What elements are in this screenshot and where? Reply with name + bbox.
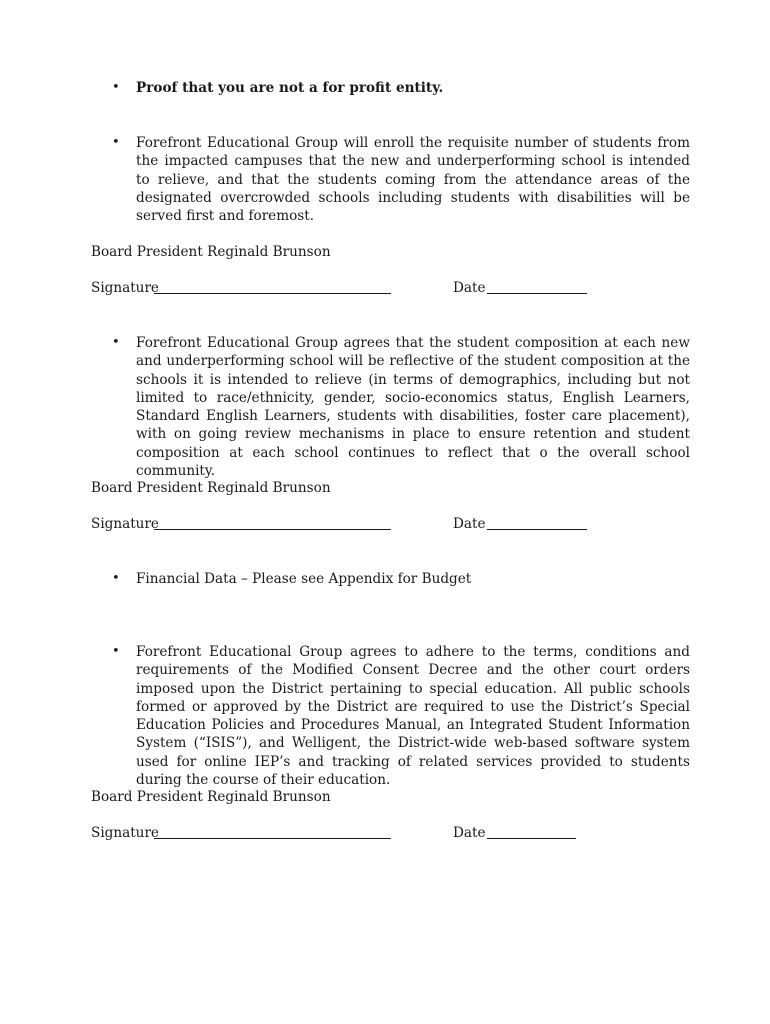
board-president-label: Board President Reginald Brunson [91, 789, 331, 805]
date-line[interactable] [487, 529, 587, 530]
signature-line[interactable] [154, 529, 391, 530]
signature-line[interactable] [154, 838, 391, 839]
bullet-marker: • [112, 335, 120, 350]
bullet-marker: • [112, 135, 120, 150]
signature-line[interactable] [154, 293, 391, 294]
signature-row [91, 515, 691, 535]
proof-nonprofit-text: Proof that you are not a for profit entity. [136, 80, 444, 96]
board-president-label: Board President Reginald Brunson [91, 244, 331, 260]
student-composition-paragraph: Forefront Educational Group agrees that the student composition at each new and underperforming school will be reflective of the student composition at the schools it is intended to relieve (in terms of demographics, including but not limited to race/ethnicity, gender, socio-economics status, English Learners, Standard English Learners, students with disabilities, foster care placement), with on going review mechanisms in place to ensure retention and student composition at each school continues to reflect that o the overall school community. [136, 335, 690, 480]
signature-row [91, 824, 691, 844]
board-president-label: Board President Reginald Brunson [91, 480, 331, 496]
enrollment-paragraph: Forefront Educational Group will enroll the requisite number of students from the impacted campuses that the new and underperforming school is intended to relieve, and that the students coming from the attendance areas of the designated overcrowded schools including students with disabilities will be served first and foremost. [136, 135, 690, 225]
bullet-marker: • [112, 644, 120, 659]
date-label: Date [453, 516, 486, 532]
bullet-marker: • [112, 80, 120, 95]
date-label: Date [453, 825, 486, 841]
signature-row [91, 279, 691, 299]
date-line[interactable] [487, 838, 576, 839]
signature-label: Signature [91, 516, 159, 532]
financial-data-text: Financial Data – Please see Appendix for Budget [136, 571, 472, 587]
date-label: Date [453, 280, 486, 296]
date-line[interactable] [487, 293, 587, 294]
consent-decree-paragraph: Forefront Educational Group agrees to adhere to the terms, conditions and requirements of the Modified Consent Decree and the other court orders imposed upon the District pertaining to special education. All public schools formed or approved by the District are required to use the District’s Special Education Policies and Procedures Manual, an Integrated Student Information System (“ISIS”), and Welligent, the District-wide web-based software system used for online IEP’s and tracking of related services provided to students during the course of their education. [136, 644, 690, 789]
signature-label: Signature [91, 825, 159, 841]
bullet-marker: • [112, 571, 120, 586]
signature-label: Signature [91, 280, 159, 296]
